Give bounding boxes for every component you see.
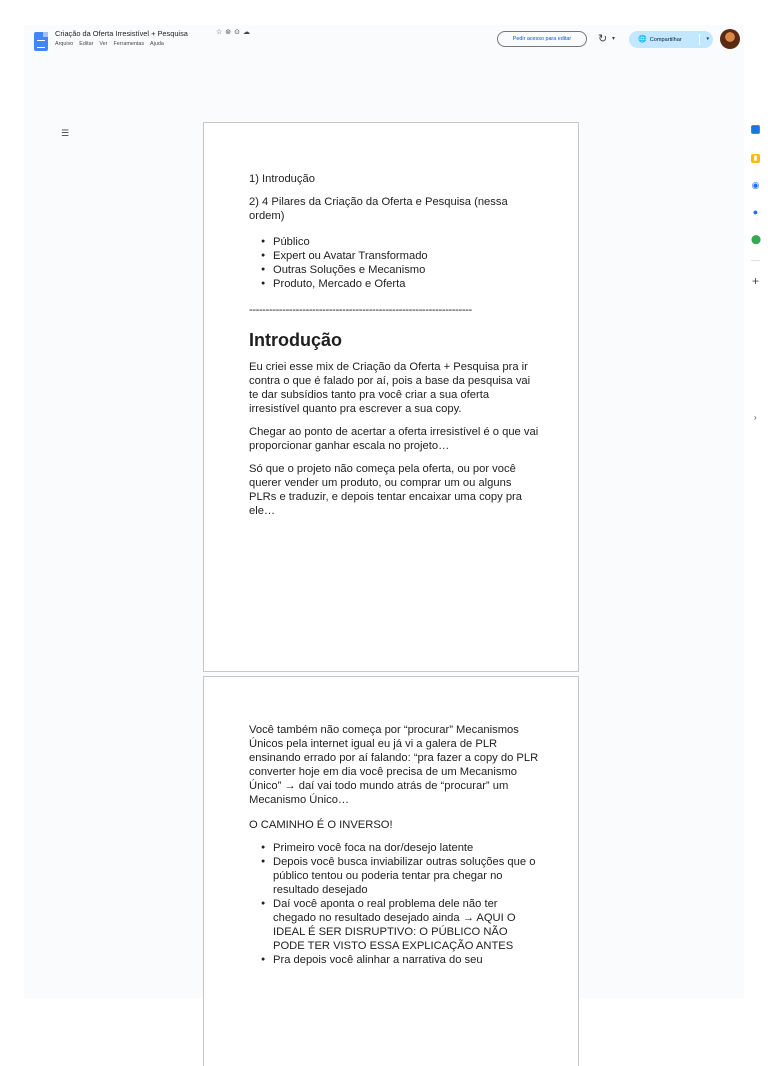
avatar[interactable] [720, 29, 740, 49]
keep-icon[interactable]: ▮ [751, 154, 760, 163]
docs-header [24, 25, 744, 61]
share-label: Compartilhar [649, 37, 682, 43]
menu-item-ajuda[interactable]: Ajuda [150, 41, 164, 47]
list-item: ● Outras Soluções e Mecanismo [273, 263, 541, 277]
menu-item-editar[interactable]: Editar [79, 41, 94, 47]
docs-logo-icon[interactable] [34, 32, 48, 51]
list-item: ● Público [273, 235, 541, 249]
maps-icon[interactable]: ⬤ [751, 234, 762, 244]
share-button[interactable] [629, 31, 713, 48]
tasks-icon[interactable]: ◉ [751, 180, 760, 190]
list-item: ● Expert ou Avatar Transformado [273, 249, 541, 263]
calendar-icon[interactable] [751, 125, 760, 134]
document-canvas [24, 61, 762, 998]
share-divider [699, 34, 700, 45]
paragraph: Chegar ao ponto de acertar a oferta irresistível é o que vai proporcionar ganhar escala no projeto… [249, 426, 539, 452]
title-icons [216, 28, 253, 36]
dashed-divider: ------------------------------------------------------------------- [249, 304, 472, 316]
menu-item-ver[interactable]: Ver [99, 41, 108, 47]
share-dropdown-icon[interactable]: ▾ [706, 36, 709, 42]
pillars-list [249, 235, 541, 291]
outline-icon[interactable]: ☰ [61, 128, 70, 138]
list-item: ● Produto, Mercado e Oferta [273, 277, 541, 291]
menu-bar [55, 41, 170, 47]
add-icon[interactable]: + [751, 274, 759, 288]
list-item: ● Primeiro você foca na dor/desejo latente [273, 841, 541, 855]
cloud-status-icon[interactable]: ☁ [243, 29, 254, 36]
list-item: ● Daí você aponta o real problema dele não ter chegado no resultado desejado ainda → AQUI O IDEAL É SER DISRUPTIVO: O PÚBLICO NÃO PODE TER VISTO ESSA EXPLICAÇÃO ANTES [273, 897, 541, 953]
paragraph: O CAMINHO É O INVERSO! [249, 819, 393, 831]
menu-item-ferramentas[interactable]: Ferramentas [113, 41, 145, 47]
move-icon[interactable]: ⊚ [225, 29, 235, 36]
paragraph: Você também não começa por “procurar” Mecanismos Únicos pela internet igual eu já vi a galera de PLR ensinando errado por aí falando: “pra fazer a copy do PLR converter hoje em dia você precisa de um Mecanismo Único” → daí vai todo mundo atrás de “procurar” um Mecanismo Único… [249, 724, 539, 806]
document-title[interactable]: Criação da Oferta Irresistível + Pesquisa [55, 29, 188, 38]
list-item: ● Pra depois você alinhar a narrativa do seu [273, 953, 541, 967]
globe-icon: 🌐 [638, 36, 647, 43]
document-page-2[interactable] [203, 676, 579, 1066]
side-panel-divider [751, 260, 760, 261]
request-edit-access-button[interactable]: Pedir acesso para editar [497, 31, 587, 47]
toc-item: 1) Introdução [249, 173, 315, 185]
paragraph: Eu criei esse mix de Criação da Oferta + Pesquisa pra ir contra o que é falado por aí, pois a base da pesquisa vai te dar subsídios tanto pra você criar a sua oferta irresistível quanto pra escrever a sua copy. [249, 361, 531, 415]
version-history-icon[interactable]: ↻ [598, 33, 608, 45]
document-page-1[interactable] [203, 122, 579, 672]
star-icon[interactable]: ☆ [216, 29, 226, 36]
chevron-down-icon[interactable]: ▾ [612, 36, 616, 42]
toc-item: 2) 4 Pilares da Criação da Oferta e Pesquisa (nessa ordem) [249, 196, 508, 222]
side-panel-collapse-icon[interactable]: › [754, 413, 757, 422]
page-1-content [249, 172, 541, 527]
offline-status-icon[interactable]: ⊙ [234, 29, 244, 36]
section-heading: Introdução [249, 330, 342, 350]
list-item: ● Depois você busca inviabilizar outras soluções que o público tentou ou poderia tentar pra chegar no resultado desejado [273, 855, 541, 897]
steps-list [249, 841, 541, 967]
menu-item-arquivo[interactable]: Arquivo [55, 41, 74, 47]
page-2-content [249, 723, 541, 977]
contacts-icon[interactable]: ● [752, 207, 759, 217]
paragraph: Só que o projeto não começa pela oferta, ou por você querer vender um produto, ou comprar um ou alguns PLRs e traduzir, e depois tentar encaixar uma copy pra ele… [249, 463, 522, 517]
